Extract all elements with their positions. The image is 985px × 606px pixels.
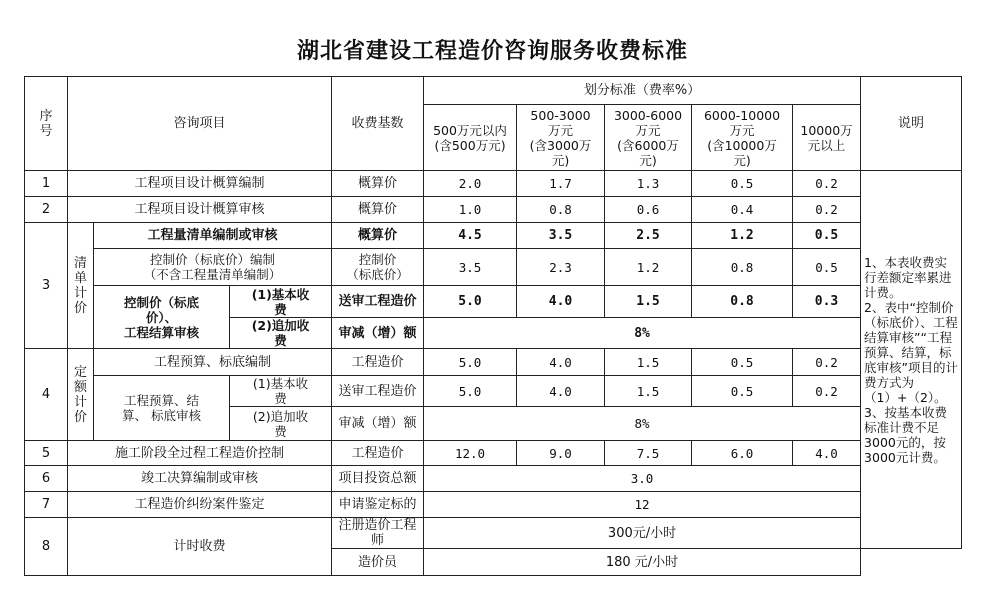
rate-cell: 2.5 <box>605 223 692 249</box>
row-item: 控制价（标底 价）、 工程结算审核 <box>94 286 230 349</box>
rate-cell: 5.0 <box>424 349 517 376</box>
table-row <box>25 349 962 376</box>
table-row <box>25 223 962 249</box>
table-row <box>25 441 962 466</box>
row-basis: 工程造价 <box>332 349 424 376</box>
rate-cell: 0.8 <box>692 286 793 318</box>
rate-cell: 0.2 <box>793 197 861 223</box>
rate-cell: 1.5 <box>605 376 692 407</box>
header-basis: 收费基数 <box>332 77 424 171</box>
row-seq: 3 <box>25 223 68 349</box>
notes-cell <box>861 171 962 549</box>
header-seq: 序 号 <box>25 77 68 171</box>
table-row <box>25 249 962 286</box>
row-item: 工程量清单编制或审核 <box>94 223 332 249</box>
row-seq: 2 <box>25 197 68 223</box>
row-seq: 7 <box>25 492 68 518</box>
notes-text: 1、本表收费实行差额定率累进计费。 2、表中“控制价（标底价）、工程结算审核”“工程预算、结算，标底审核”项目的计费方式为（1）+（2）。 3、按基本收费标准计费不足3000元的，按3000元计费。 <box>864 254 959 465</box>
header-tier-2: 500-3000 万元 (含3000万 元) <box>517 105 605 171</box>
rate-cell: 1.5 <box>605 349 692 376</box>
row-item: 控制价（标底价）编制 （不含工程量清单编制） <box>94 249 332 286</box>
row-basis: 审减（增）额 <box>332 407 424 441</box>
table-row <box>25 376 962 407</box>
rate-cell: 1.5 <box>605 286 692 318</box>
rate-cell: 0.5 <box>692 171 793 197</box>
header-item: 咨询项目 <box>68 77 332 171</box>
rate-cell: 0.4 <box>692 197 793 223</box>
row-item: 施工阶段全过程工程造价控制 <box>68 441 332 466</box>
rate-cell: 0.2 <box>793 376 861 407</box>
fee-table <box>24 76 962 576</box>
rate-cell: 0.2 <box>793 349 861 376</box>
row-basis: 概算价 <box>332 171 424 197</box>
table-row <box>25 518 962 549</box>
header-tier-3: 3000-6000 万元 (含6000万 元) <box>605 105 692 171</box>
rate-cell: 1.7 <box>517 171 605 197</box>
header-tier-1: 500万元以内 (含500万元) <box>424 105 517 171</box>
rate-cell-merged: 8% <box>424 318 861 349</box>
row-basis: 注册造价工程师 <box>332 518 424 549</box>
rate-cell-merged: 300元/小时 <box>424 518 861 549</box>
header-note: 说明 <box>861 77 962 171</box>
rate-cell: 4.0 <box>517 376 605 407</box>
row-item: 工程预算、结 算、 标底审核 <box>94 376 230 441</box>
rate-cell: 1.2 <box>692 223 793 249</box>
row-item: 工程项目设计概算审核 <box>68 197 332 223</box>
row-basis: 概算价 <box>332 197 424 223</box>
rate-cell: 1.3 <box>605 171 692 197</box>
rate-cell: 0.5 <box>793 223 861 249</box>
rate-cell: 0.5 <box>692 349 793 376</box>
table-row <box>25 492 962 518</box>
row-item: 竣工决算编制或审核 <box>68 466 332 492</box>
rate-cell: 7.5 <box>605 441 692 466</box>
rate-cell: 3.5 <box>424 249 517 286</box>
header-tier-4: 6000-10000 万元 (含10000万 元) <box>692 105 793 171</box>
sub-item-basic: (1)基本收 费 <box>230 376 332 407</box>
sub-item-basic: (1)基本收 费 <box>230 286 332 318</box>
row-basis: 控制价 （标底价） <box>332 249 424 286</box>
row-seq: 4 <box>25 349 68 441</box>
rate-cell: 12.0 <box>424 441 517 466</box>
sub-item-additional: (2)追加收 费 <box>230 407 332 441</box>
rate-cell-merged: 3.0 <box>424 466 861 492</box>
rate-cell-merged: 12 <box>424 492 861 518</box>
row-basis: 送审工程造价 <box>332 286 424 318</box>
rate-cell: 0.6 <box>605 197 692 223</box>
rate-cell-merged: 8% <box>424 407 861 441</box>
row-basis: 送审工程造价 <box>332 376 424 407</box>
rate-cell: 0.5 <box>692 376 793 407</box>
row-seq: 1 <box>25 171 68 197</box>
rate-cell: 4.0 <box>517 286 605 318</box>
rate-cell: 0.3 <box>793 286 861 318</box>
row-item: 计时收费 <box>68 518 332 576</box>
rate-cell: 0.2 <box>793 171 861 197</box>
rate-cell: 2.0 <box>424 171 517 197</box>
row-item: 工程项目设计概算编制 <box>68 171 332 197</box>
rate-cell: 1.0 <box>424 197 517 223</box>
row-basis: 项目投资总额 <box>332 466 424 492</box>
row-seq: 8 <box>25 518 68 576</box>
row-basis: 工程造价 <box>332 441 424 466</box>
row-basis: 申请鉴定标的 <box>332 492 424 518</box>
rate-cell: 2.3 <box>517 249 605 286</box>
row-basis: 审减（增）额 <box>332 318 424 349</box>
header-tier-5: 10000万 元以上 <box>793 105 861 171</box>
rate-cell: 4.0 <box>517 349 605 376</box>
row-basis: 概算价 <box>332 223 424 249</box>
rate-cell: 0.8 <box>692 249 793 286</box>
rate-cell: 5.0 <box>424 376 517 407</box>
rate-cell: 6.0 <box>692 441 793 466</box>
row-item: 工程预算、标底编制 <box>94 349 332 376</box>
rate-cell: 5.0 <box>424 286 517 318</box>
rate-cell: 3.5 <box>517 223 605 249</box>
rate-cell: 0.5 <box>793 249 861 286</box>
page-title: 湖北省建设工程造价咨询服务收费标准 <box>296 38 688 64</box>
header-rate-group: 划分标准（费率%） <box>424 77 861 105</box>
group-label-qingdan: 清 单 计 价 <box>68 223 94 349</box>
sub-item-additional: (2)追加收 费 <box>230 318 332 349</box>
row-item: 工程造价纠纷案件鉴定 <box>68 492 332 518</box>
row-seq: 5 <box>25 441 68 466</box>
rate-cell: 9.0 <box>517 441 605 466</box>
rate-cell: 4.0 <box>793 441 861 466</box>
table-row <box>25 171 962 197</box>
row-seq: 6 <box>25 466 68 492</box>
table-row <box>25 466 962 492</box>
group-label-dinge: 定 额 计 价 <box>68 349 94 441</box>
rate-cell-merged: 180 元/小时 <box>424 549 861 576</box>
rate-cell: 1.2 <box>605 249 692 286</box>
rate-cell: 4.5 <box>424 223 517 249</box>
table-row <box>25 286 962 317</box>
rate-cell: 0.8 <box>517 197 605 223</box>
row-basis: 造价员 <box>332 549 424 576</box>
table-row <box>25 197 962 223</box>
